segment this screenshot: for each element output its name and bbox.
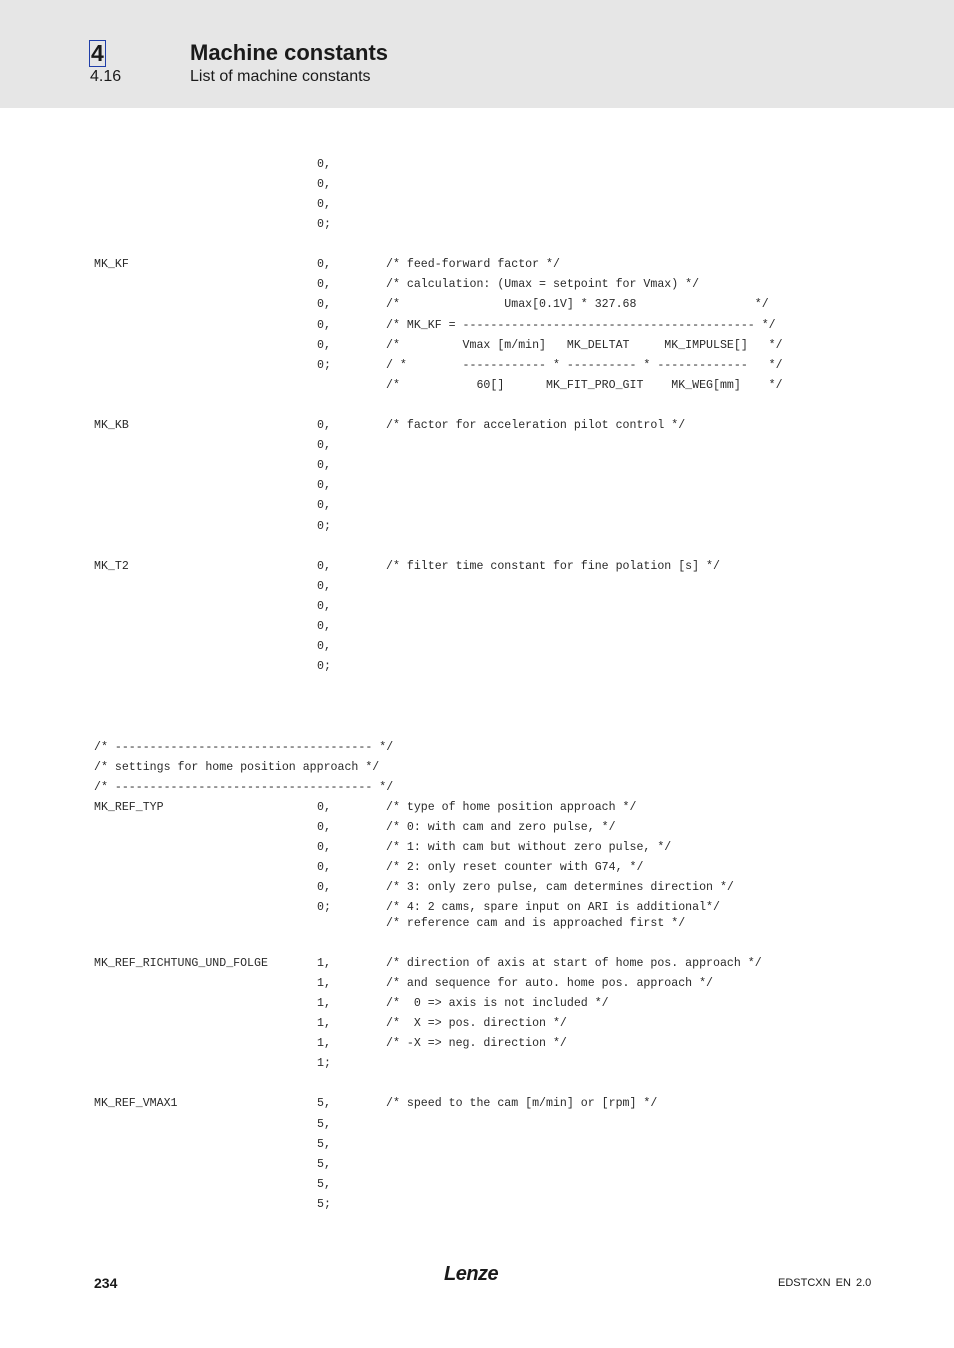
section-number: 4.16 [90,68,122,85]
code-name: /* ------------------------------------- */ [94,781,394,794]
code-value: 0; [317,218,331,231]
code-value: 0, [317,881,331,894]
code-comment: /* direction of axis at start of home pos. approach */ [386,957,762,970]
code-comment: / * ------------ * ---------- * ------------- */ [386,359,783,372]
code-value: 1, [317,977,331,990]
code-value: 0; [317,359,331,372]
code-comment: /* Vmax [m/min] MK_DELTAT MK_IMPULSE[] */ [386,339,783,352]
code-value: 0, [317,580,331,593]
code-value: 0, [317,560,331,573]
code-name: MK_T2 [94,560,129,573]
code-comment: /* -X => neg. direction */ [386,1037,567,1050]
code-value: 5, [317,1138,331,1151]
code-value: 0, [317,459,331,472]
code-comment: /* reference cam and is approached first */ [386,917,686,930]
section-title: List of machine constants [190,68,371,85]
code-name: MK_REF_TYP [94,801,164,814]
code-value: 0, [317,319,331,332]
code-comment: /* 0: with cam and zero pulse, */ [386,821,616,834]
code-value: 5, [317,1118,331,1131]
code-value: 0; [317,520,331,533]
code-comment: /* speed to the cam [m/min] or [rpm] */ [386,1097,658,1110]
code-value: 1, [317,997,331,1010]
code-value: 5, [317,1178,331,1191]
code-name: MK_REF_VMAX1 [94,1097,178,1110]
code-value: 0, [317,620,331,633]
code-value: 5, [317,1097,331,1110]
code-value: 0, [317,801,331,814]
code-comment: /* Umax[0.1V] * 327.68 */ [386,298,769,311]
code-name: MK_KF [94,258,129,271]
code-value: 0, [317,198,331,211]
code-comment: /* 0 => axis is not included */ [386,997,609,1010]
code-comment: /* 60[] MK_FIT_PRO_GIT MK_WEG[mm] */ [386,379,783,392]
code-value: 1, [317,1017,331,1030]
code-name: /* ------------------------------------- */ [94,741,394,754]
code-name: MK_KB [94,419,129,432]
code-value: 0, [317,861,331,874]
code-value: 0, [317,298,331,311]
code-value: 0, [317,258,331,271]
code-name: MK_REF_RICHTUNG_UND_FOLGE [94,957,268,970]
code-comment: /* 4: 2 cams, spare input on ARI is additional*/ [386,901,720,914]
code-value: 0, [317,158,331,171]
code-comment: /* 1: with cam but without zero pulse, */ [386,841,672,854]
code-comment: /* MK_KF = ------------------------------------------ */ [386,319,776,332]
chapter-number-link[interactable]: 4 [91,40,104,66]
code-value: 1, [317,957,331,970]
code-value: 0, [317,278,331,291]
code-comment: /* and sequence for auto. home pos. approach */ [386,977,713,990]
chapter-title: Machine constants [190,40,389,65]
code-comment: /* feed-forward factor */ [386,258,560,271]
code-comment: /* calculation: (Umax = setpoint for Vmax) */ [386,278,700,291]
page-number: 234 [94,1275,118,1291]
code-value: 0, [317,339,331,352]
code-value: 5, [317,1158,331,1171]
code-value: 0, [317,439,331,452]
code-value: 0, [317,499,331,512]
code-comment: /* filter time constant for fine polation [s] */ [386,560,720,573]
document-code: EDSTCXN EN 2.0 [778,1277,872,1289]
code-comment: /* X => pos. direction */ [386,1017,567,1030]
lenze-logo: Lenze [444,1263,499,1285]
code-value: 0, [317,841,331,854]
code-value: 5; [317,1198,331,1211]
code-value: 0, [317,640,331,653]
code-name: /* settings for home position approach */ [94,761,380,774]
code-comment: /* 3: only zero pulse, cam determines direction */ [386,881,734,894]
code-value: 0, [317,479,331,492]
code-comment: /* type of home position approach */ [386,801,637,814]
code-value: 1; [317,1057,331,1070]
code-value: 0, [317,419,331,432]
code-comment: /* 2: only reset counter with G74, */ [386,861,644,874]
code-value: 1, [317,1037,331,1050]
code-value: 0; [317,901,331,914]
code-comment: /* factor for acceleration pilot control */ [386,419,686,432]
code-value: 0, [317,821,331,834]
code-value: 0; [317,660,331,673]
code-value: 0, [317,600,331,613]
code-value: 0, [317,178,331,191]
